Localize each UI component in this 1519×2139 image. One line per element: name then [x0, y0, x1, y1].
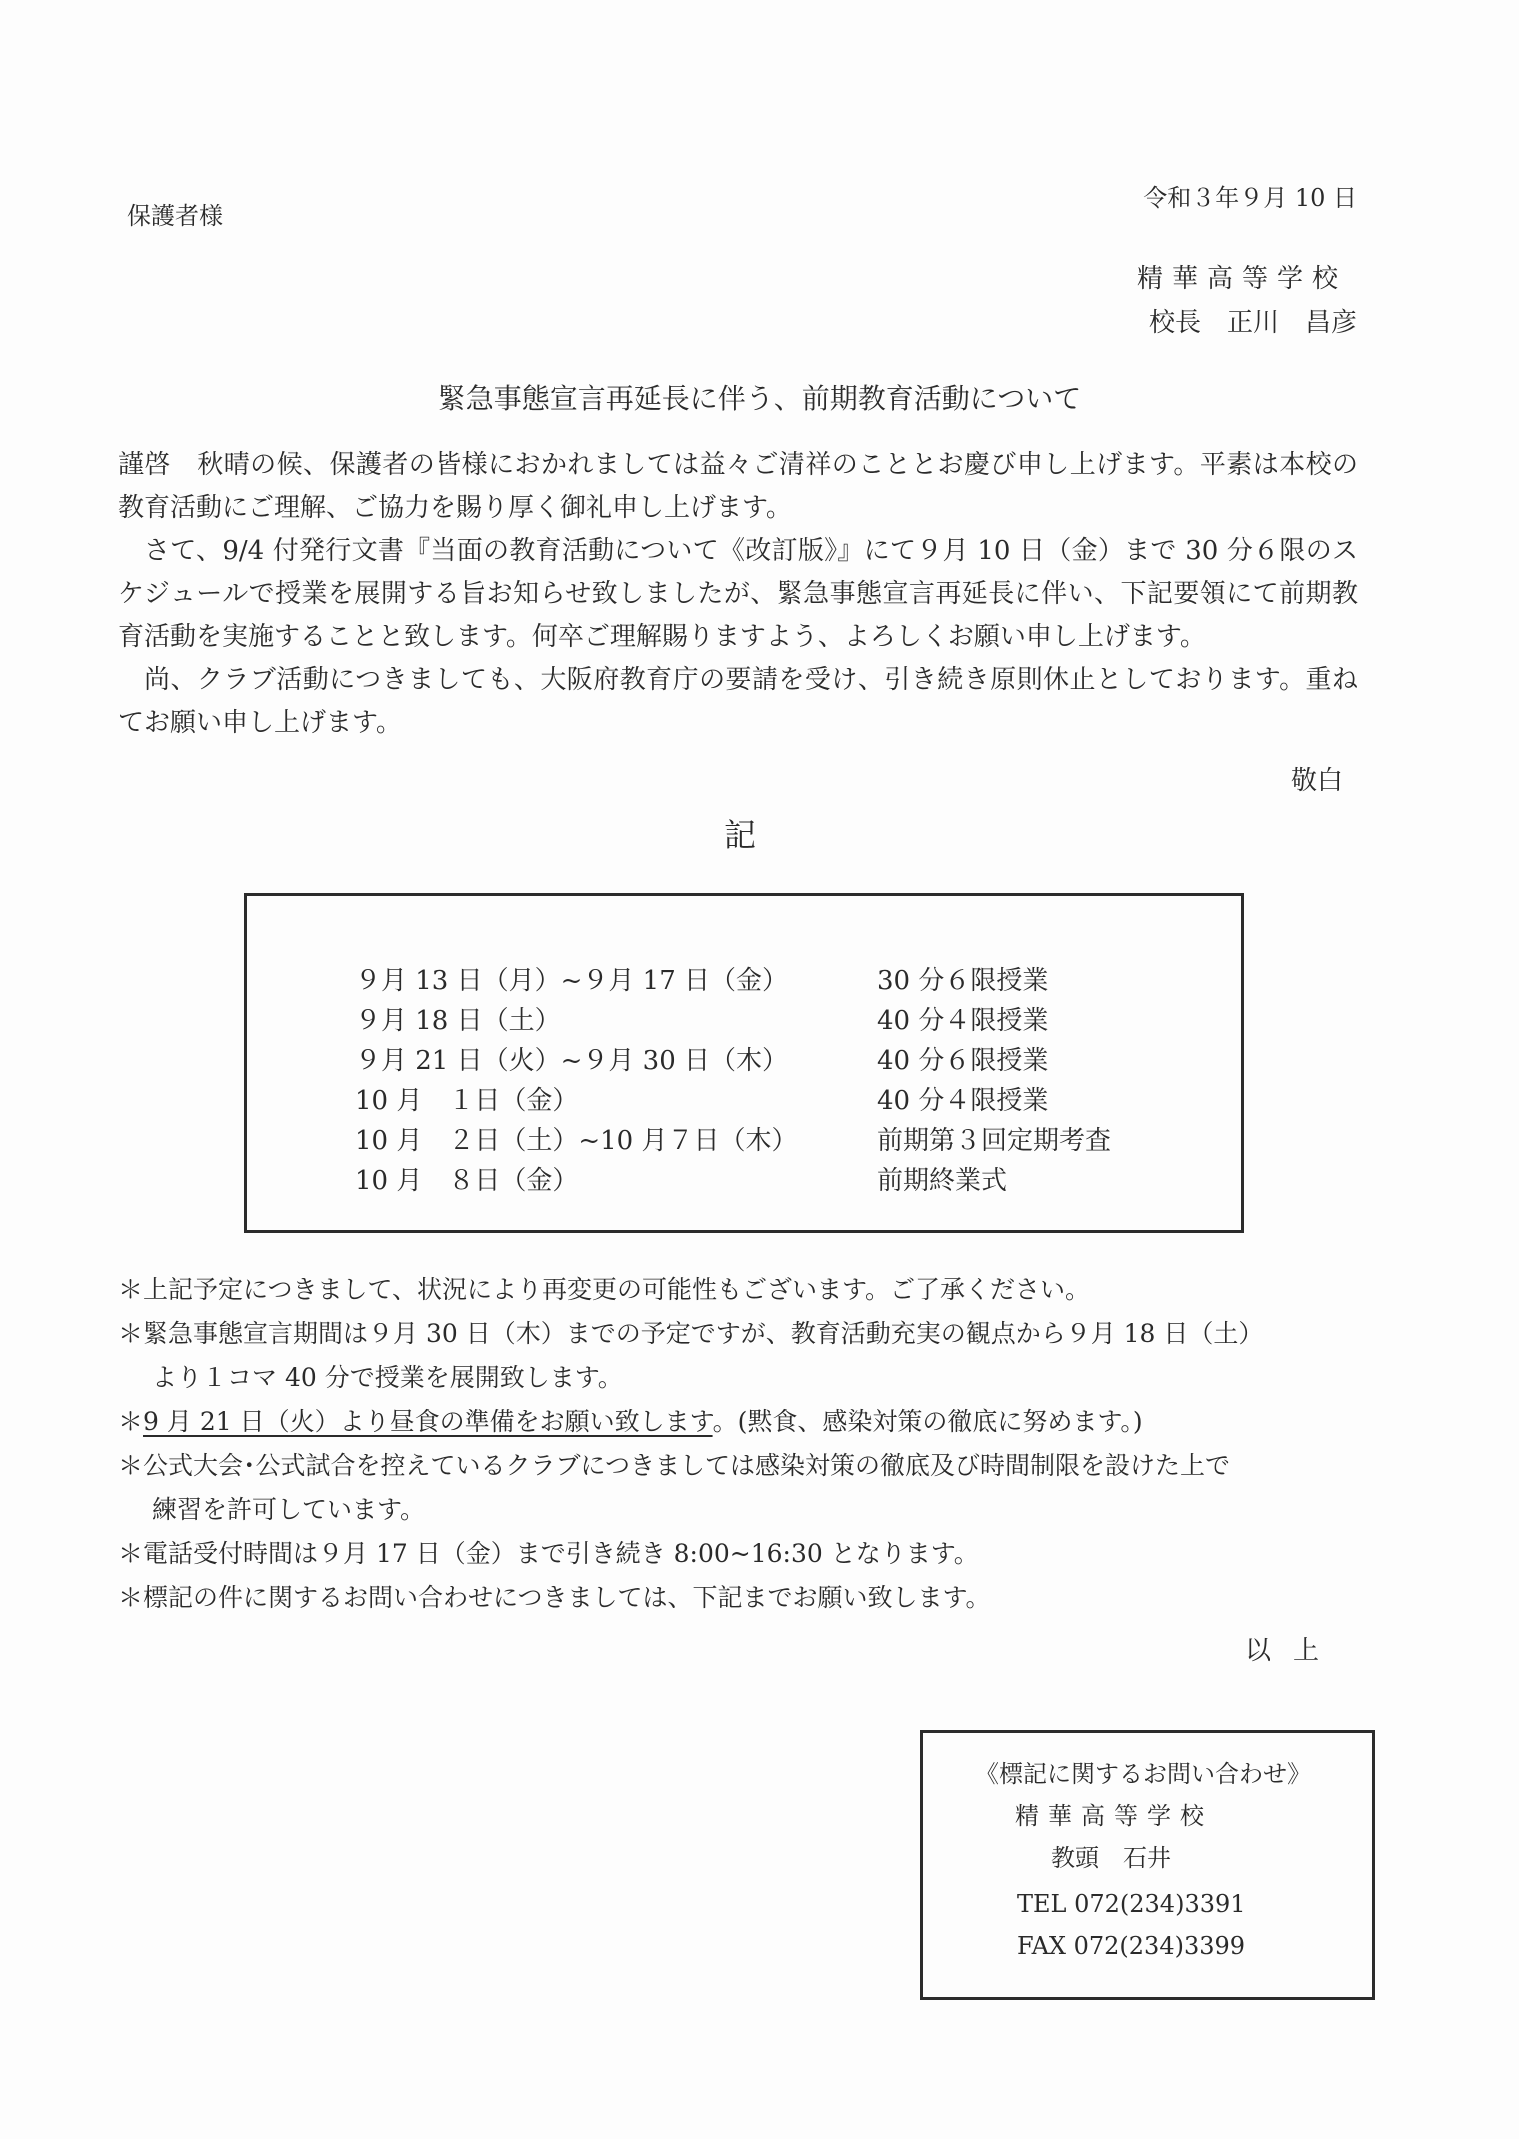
- note-item: ＊上記予定につきまして、状況により再変更の可能性もございます。ご了承ください。: [118, 1275, 1091, 1304]
- schedule-row: [247, 1000, 1247, 1041]
- note-item: ＊標記の件に関するお問い合わせにつきましては、下記までお願い致します。: [118, 1583, 991, 1612]
- contact-school: 精華高等学校: [1015, 1802, 1213, 1830]
- note-item: ＊公式大会･公式試合を控えているクラブにつきましては感染対策の徹底及び時間制限を設けた上で: [118, 1451, 1231, 1480]
- schedule-event: 40 分４限授業: [877, 1006, 1049, 1036]
- school-name: 精華高等学校: [1136, 264, 1347, 294]
- schedule-event: 30 分６限授業: [877, 966, 1049, 996]
- schedule-dates: 10 月 １日（金）: [355, 1086, 579, 1116]
- closing-ijo: 以上: [1244, 1636, 1341, 1666]
- schedule-row: [247, 960, 1247, 1001]
- schedule-row: [247, 1160, 1247, 1201]
- schedule-event: 前期終業式: [877, 1166, 1008, 1196]
- contact-fax: FAX 072(234)3399: [1017, 1932, 1246, 1960]
- schedule-row: [247, 1120, 1247, 1161]
- note-item-continued: 練習を許可しています。: [152, 1495, 426, 1524]
- document-title: 緊急事態宣言再延長に伴う、前期教育活動について: [437, 382, 1082, 415]
- note-mark: ＊: [118, 1407, 144, 1436]
- body-paragraph-3: 尚、クラブ活動につきましても、大阪府教育庁の要請を受け、引き続き原則休止としております。重ねてお願い申し上げます。: [118, 665, 1358, 738]
- ki-heading: 記: [723, 816, 756, 854]
- body-paragraph-2: さて、9/4 付発行文書『当面の教育活動について《改訂版》』にて９月 10 日（金）まで 30 分６限のスケジュールで授業を展開する旨お知らせ致しましたが、緊急事態宣言再延長に伴い、下記要領にて前期教育活動を実施することと致します。何卒ご理解賜りますよう、よろしくお願い申し上げます。: [118, 536, 1358, 652]
- contact-title: 《標記に関するお問い合わせ》: [975, 1760, 1311, 1788]
- contact-box: [920, 1730, 1375, 2000]
- principal-name: 校長 正川 昌彦: [1148, 308, 1357, 338]
- body-paragraph-1: 謹啓 秋晴の候、保護者の皆様におかれましては益々ご清祥のこととお慶び申し上げます。平素は本校の教育活動にご理解、ご協力を賜り厚く御礼申し上げます。: [118, 450, 1358, 523]
- schedule-dates: ９月 21 日（火）~９月 30 日（木）: [355, 1046, 789, 1076]
- note-item-continued: より１コマ 40 分で授業を展開致します。: [152, 1363, 623, 1392]
- note-item: ＊電話受付時間は９月 17 日（金）まで引き続き 8:00~16:30 となります。: [118, 1539, 979, 1568]
- schedule-event: 前期第３回定期考査: [877, 1126, 1112, 1156]
- schedule-dates: ９月 18 日（土）: [355, 1006, 561, 1036]
- lunch-notice-underlined: 9 月 21 日（火）より昼食の準備をお願い致します: [143, 1407, 713, 1436]
- schedule-event: 40 分４限授業: [877, 1086, 1049, 1116]
- schedule-dates: ９月 13 日（月）~９月 17 日（金）: [355, 966, 789, 996]
- closing-keihaku: 敬白: [1290, 766, 1343, 796]
- schedule-box: [244, 893, 1244, 1233]
- contact-person: 教頭 石井: [1051, 1844, 1171, 1872]
- lunch-notice-rest: 。(黙食、感染対策の徹底に努めます。): [712, 1407, 1143, 1436]
- schedule-dates: 10 月 ８日（金）: [355, 1166, 579, 1196]
- contact-tel: TEL 072(234)3391: [1017, 1890, 1246, 1918]
- schedule-dates: 10 月 ２日（土）~10 月７日（木）: [355, 1126, 798, 1156]
- notes-list: [118, 1268, 1378, 1620]
- letter-body: [118, 444, 1358, 745]
- schedule-event: 40 分６限授業: [877, 1046, 1049, 1076]
- note-item: [118, 1400, 1378, 1444]
- note-item: ＊緊急事態宣言期間は９月 30 日（木）までの予定ですが、教育活動充実の観点から９月 18 日（土）: [118, 1319, 1264, 1348]
- addressee: 保護者様: [127, 202, 223, 230]
- schedule-row: [247, 1040, 1247, 1081]
- issue-date: 令和３年９月 10 日: [1143, 184, 1357, 212]
- schedule-row: [247, 1080, 1247, 1121]
